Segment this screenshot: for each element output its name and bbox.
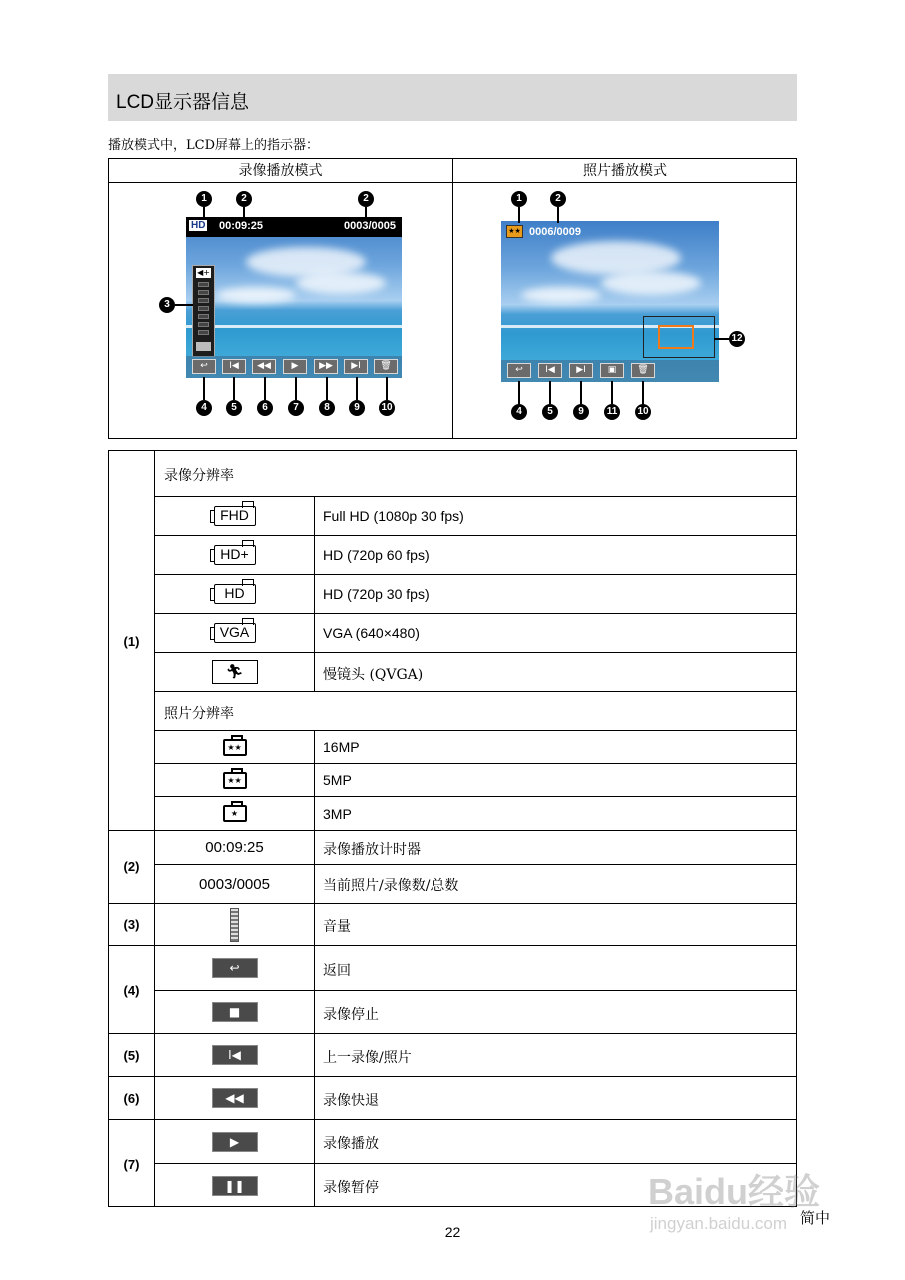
video-resolution-header: 录像分辨率 <box>164 468 234 484</box>
marker-6: 6 <box>257 400 273 416</box>
pause-button-icon: ❚❚ <box>155 1164 314 1207</box>
marker-9: 9 <box>349 400 365 416</box>
row-6-number: (6) <box>123 1091 140 1106</box>
watermark-brand: Baidu经验 <box>648 1171 821 1212</box>
timer-desc: 录像播放计时器 <box>323 842 421 858</box>
marker-2b: 2 <box>358 191 374 207</box>
marker-1: 1 <box>196 191 212 207</box>
previous-button-icon: I◀ <box>155 1034 314 1076</box>
row-2-number: (2) <box>123 859 140 874</box>
16mp-camera-icon: ★★ <box>155 731 314 763</box>
row-3-number: (3) <box>123 917 140 932</box>
photo-counter: 0006/0009 <box>529 226 581 238</box>
screens-table <box>108 158 797 439</box>
marker-8: 8 <box>319 400 335 416</box>
row-4-number: (4) <box>123 983 140 998</box>
video-res-badge: HD <box>191 220 206 231</box>
photo-resolution-header: 照片分辨率 <box>164 706 234 722</box>
rewind-icon: ◀◀ <box>252 359 276 374</box>
watermark-url: jingyan.baidu.com <box>650 1214 788 1233</box>
marker-2: 2 <box>236 191 252 207</box>
marker-12: 12 <box>729 331 745 347</box>
photo-res-camera-icon: ★★ <box>506 225 523 238</box>
indicator-table <box>108 450 797 1207</box>
vga-icon: VGA <box>155 614 314 652</box>
rewind-desc: 录像快退 <box>323 1093 379 1109</box>
counter-desc: 当前照片/录像数/总数 <box>323 878 459 894</box>
3mp-desc: 3MP <box>323 806 352 822</box>
16mp-desc: 16MP <box>323 739 360 755</box>
marker-1-photo: 1 <box>511 191 527 207</box>
marker-10-photo: 10 <box>635 404 651 420</box>
counter-value: 0003/0005 <box>199 875 270 893</box>
page-number: 22 <box>444 1224 461 1240</box>
play-desc: 录像播放 <box>323 1136 379 1152</box>
section-title: LCD显示器信息 <box>116 92 250 113</box>
rewind-button-icon: ◀◀ <box>155 1077 314 1119</box>
video-control-bar <box>186 356 402 378</box>
previous-icon: I◀ <box>538 363 562 378</box>
photo-mode-header: 照片播放模式 <box>453 159 797 183</box>
hd-icon: HD <box>155 575 314 613</box>
video-counter: 0003/0005 <box>344 220 396 232</box>
video-mode-header: 录像播放模式 <box>109 159 452 183</box>
return-icon: ↩ <box>507 363 531 378</box>
volume-bar <box>192 265 215 357</box>
photo-lcd-screen <box>501 221 719 382</box>
return-icon: ↩ <box>192 359 216 374</box>
slideshow-icon: ▣ <box>600 363 624 378</box>
intro-text: 播放模式中，LCD屏幕上的指示器： <box>108 138 320 153</box>
marker-5-photo: 5 <box>542 404 558 420</box>
previous-icon: I◀ <box>222 359 246 374</box>
marker-9-photo: 9 <box>573 404 589 420</box>
photo-control-bar <box>501 360 719 382</box>
5mp-camera-icon: ★★ <box>155 764 314 796</box>
fast-forward-icon: ▶▶ <box>314 359 338 374</box>
marker-7: 7 <box>288 400 304 416</box>
delete-icon: 🗑 <box>374 359 398 374</box>
row-5-number: (5) <box>123 1048 140 1063</box>
marker-4-photo: 4 <box>511 404 527 420</box>
volume-icon <box>155 904 314 945</box>
5mp-desc: 5MP <box>323 772 352 788</box>
section-header <box>108 74 797 121</box>
fhd-desc: Full HD (1080p 30 fps) <box>323 508 464 524</box>
delete-icon: 🗑 <box>631 363 655 378</box>
stop-button-icon: ■ <box>155 991 314 1033</box>
pause-desc: 录像暂停 <box>323 1180 379 1196</box>
marker-4: 4 <box>196 400 212 416</box>
language-label: 简中 <box>800 1209 831 1227</box>
3mp-camera-icon: ★ <box>155 797 314 830</box>
vga-desc: VGA (640×480) <box>323 625 420 641</box>
return-desc: 返回 <box>323 963 351 979</box>
play-icon: ▶ <box>283 359 307 374</box>
next-icon: ▶I <box>344 359 368 374</box>
zoom-area-indicator <box>658 325 694 349</box>
hd-plus-desc: HD (720p 60 fps) <box>323 547 430 563</box>
fhd-icon: FHD <box>155 497 314 535</box>
marker-5: 5 <box>226 400 242 416</box>
play-button-icon: ▶ <box>155 1120 314 1163</box>
previous-desc: 上一录像/照片 <box>323 1050 412 1066</box>
marker-11: 11 <box>604 404 620 420</box>
row-7-number: (7) <box>123 1157 140 1172</box>
hd-desc: HD (720p 30 fps) <box>323 586 430 602</box>
volume-low-icon <box>196 342 211 351</box>
slow-motion-desc: 慢镜头 (QVGA) <box>323 667 424 683</box>
slow-motion-icon: 🏃︎ <box>155 653 314 691</box>
zoom-navigator <box>643 316 715 358</box>
marker-10: 10 <box>379 400 395 416</box>
volume-speaker-icon: ◀+ <box>197 268 210 277</box>
return-button-icon: ↩ <box>155 946 314 990</box>
video-lcd-screen <box>186 217 402 378</box>
row-1-number: (1) <box>123 634 140 649</box>
video-timer: 00:09:25 <box>219 220 264 232</box>
screens-divider <box>452 159 453 438</box>
volume-desc: 音量 <box>323 919 351 935</box>
hd-plus-icon: HD+ <box>155 536 314 574</box>
marker-3: 3 <box>159 297 175 313</box>
next-icon: ▶I <box>569 363 593 378</box>
timer-value: 00:09:25 <box>205 839 264 856</box>
stop-desc: 录像停止 <box>323 1007 379 1023</box>
marker-2-photo: 2 <box>550 191 566 207</box>
